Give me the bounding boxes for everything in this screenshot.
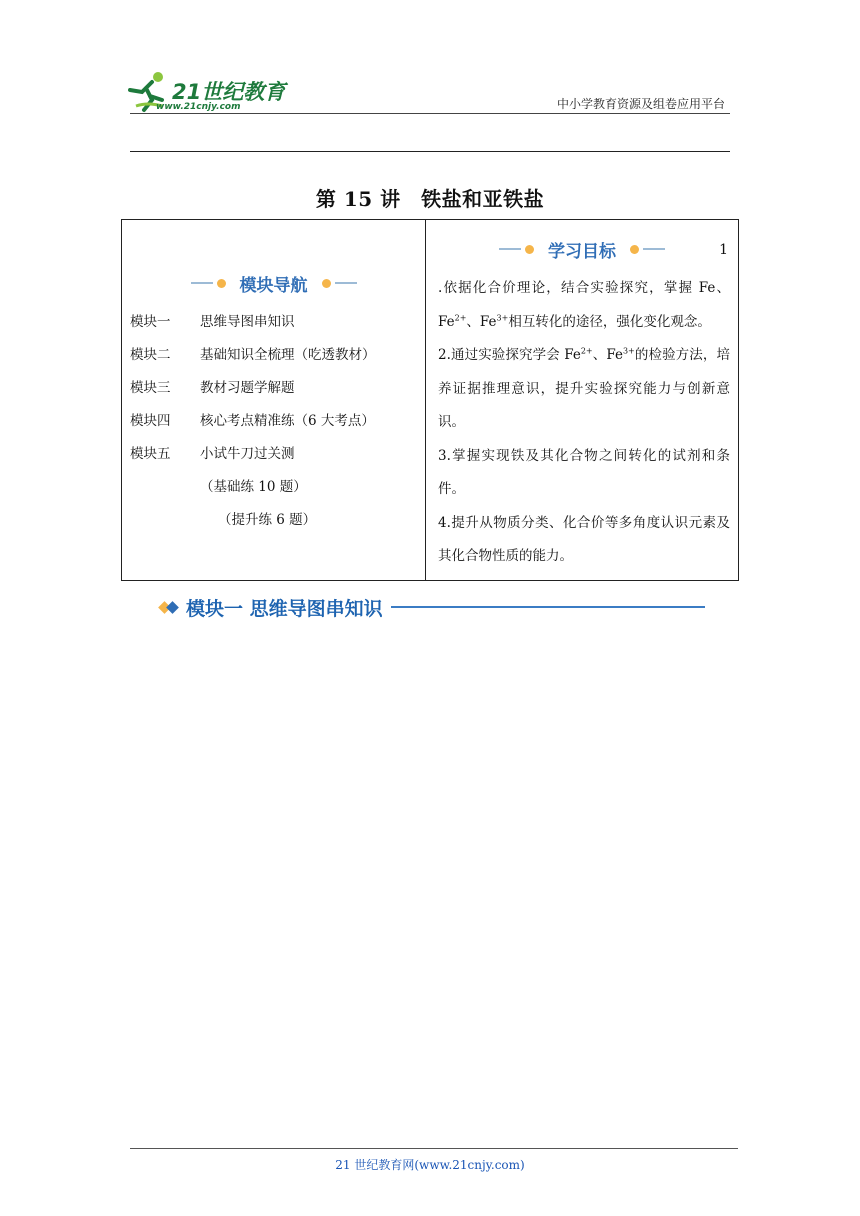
header-rule	[130, 113, 730, 114]
section-title: 模块一 思维导图串知识	[186, 597, 383, 620]
diamond-icon	[160, 597, 182, 617]
superscript: 3+	[622, 346, 635, 356]
nav-item-label: 小试牛刀过关测	[200, 446, 295, 462]
nav-cell	[122, 220, 426, 581]
goals-text	[426, 262, 738, 574]
goal-item-1	[438, 272, 730, 339]
goal-text-part: .依据化合价理论，结合实验探究，掌握 Fe、Fe	[438, 280, 730, 330]
dot-icon	[630, 245, 639, 254]
goal-text-part: 的检验方法，培养证据推理意识，提升实验探究能力与创新意识。	[438, 347, 730, 430]
header-rule-lower	[130, 151, 730, 152]
footer-rule	[130, 1148, 738, 1149]
nav-item	[122, 438, 425, 471]
nav-item-label: 核心考点精准练（6 大考点）	[200, 413, 375, 429]
goal-number: 1	[719, 242, 728, 258]
goals-cell	[426, 220, 739, 581]
logo-text: 21世纪教育	[172, 80, 286, 104]
dot-icon	[217, 279, 226, 288]
goal-item-4: 4.提升从物质分类、化合价等多角度认识元素及其化合物性质的能力。	[438, 514, 730, 564]
dot-icon	[322, 279, 331, 288]
superscript: 2+	[454, 313, 467, 322]
nav-item-key: 模块二	[130, 347, 171, 363]
nav-item-key: 模块五	[130, 446, 171, 462]
nav-heading: 模块导航	[239, 275, 308, 296]
nav-item-label: 思维导图串知识	[200, 314, 295, 330]
dot-icon	[525, 245, 534, 254]
lesson-title: 第 15 讲 铁盐和亚铁盐	[315, 187, 545, 211]
goal-text-part: 2.通过实验探究学会 Fe	[438, 347, 581, 363]
superscript: 2+	[580, 346, 593, 356]
nav-item	[122, 405, 425, 438]
nav-item-key: 模块四	[130, 413, 171, 429]
nav-item-key: 模块一	[130, 314, 171, 330]
footer-link[interactable]: 21 世纪教育网(www.21cnjy.com)	[335, 1158, 525, 1172]
nav-list	[122, 306, 425, 537]
section-banner	[160, 594, 705, 620]
nav-item	[122, 372, 425, 405]
site-logo	[122, 70, 292, 116]
goal-item-3: 3.掌握实现铁及其化合物之间转化的试剂和条件。	[438, 447, 730, 497]
nav-item	[122, 339, 425, 372]
nav-item-label: 基础知识全梳理（吃透教材）	[200, 347, 376, 363]
logo-url: www.21cnjy.com	[156, 102, 241, 112]
overview-table	[121, 219, 739, 581]
nav-sub-basic: （基础练 10 题）	[200, 479, 307, 495]
platform-tagline: 中小学教育资源及组卷应用平台	[556, 97, 725, 111]
goal-text-part: 、Fe	[466, 313, 497, 330]
nav-item	[122, 306, 425, 339]
superscript: 3+	[496, 313, 509, 322]
goal-item-2	[438, 339, 730, 440]
goals-heading-banner	[426, 236, 738, 262]
goal-text-part: 相互转化的途径，强化变化观念。	[508, 313, 711, 330]
goal-text-part: 、Fe	[592, 347, 623, 363]
nav-sub-advanced: （提升练 6 题）	[218, 512, 317, 528]
nav-heading-banner	[122, 270, 425, 296]
section-rule	[391, 606, 705, 608]
nav-item-key: 模块三	[130, 380, 171, 396]
nav-item-label: 教材习题学解题	[200, 380, 295, 396]
goals-heading: 学习目标	[548, 241, 616, 262]
